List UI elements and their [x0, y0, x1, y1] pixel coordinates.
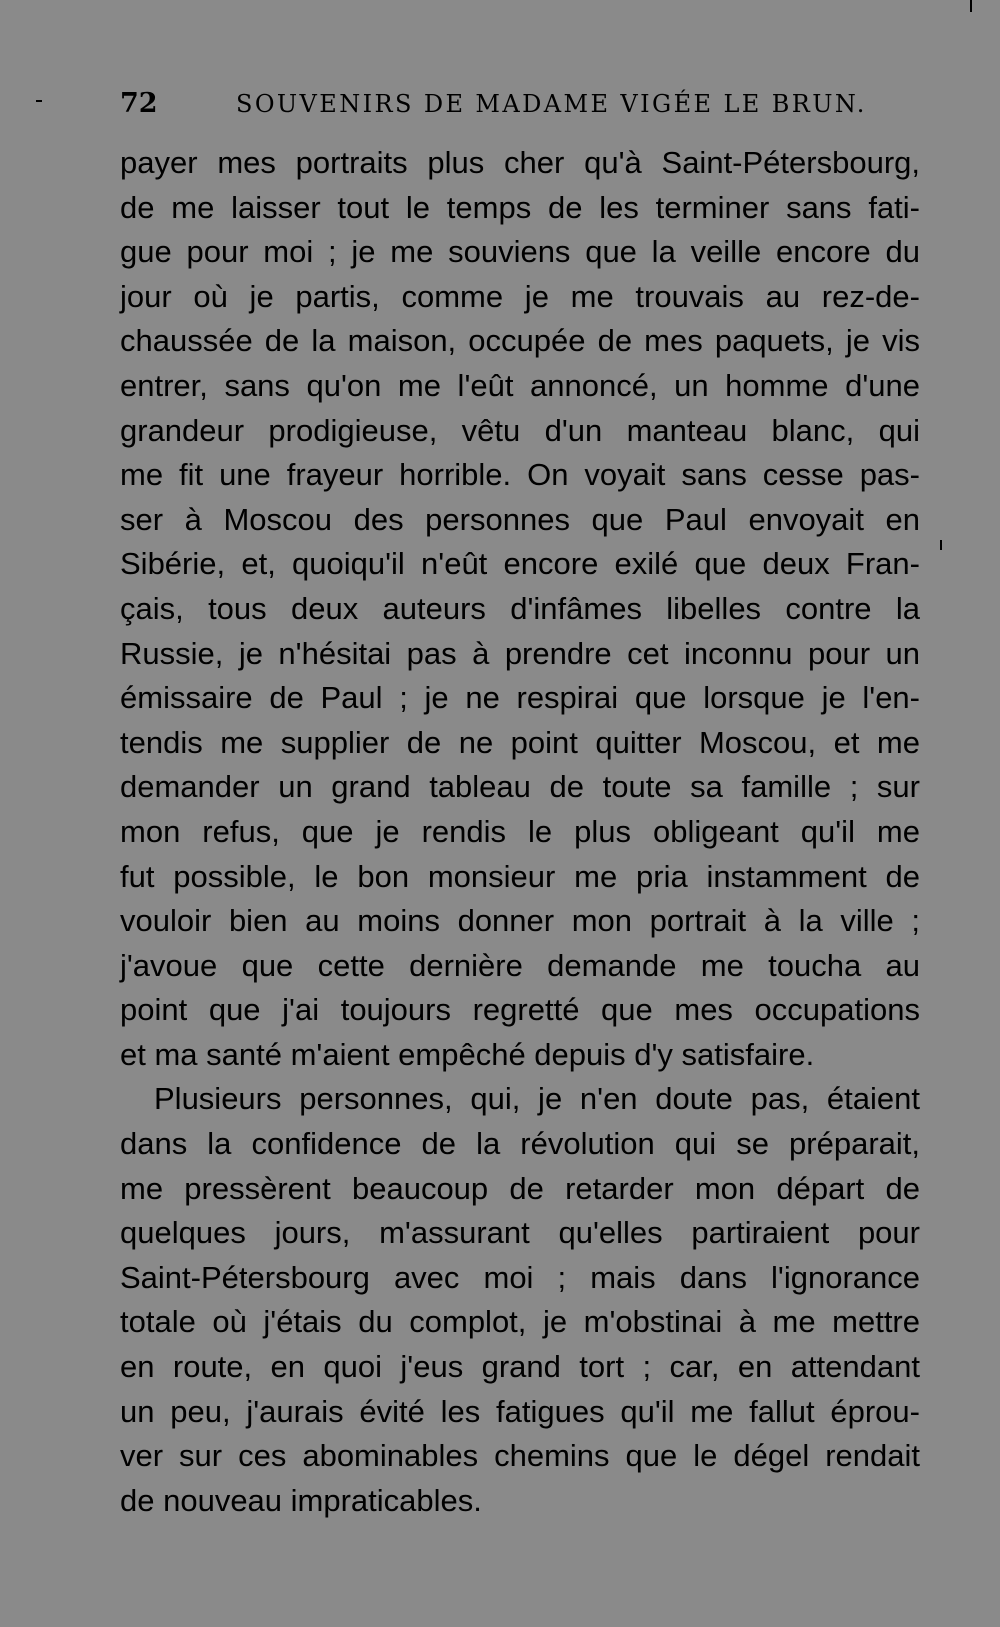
text-line: ver sur ces abominables chemins que le dégel rendait — [120, 1438, 920, 1474]
text-line: tendis me supplier de ne point quitter Moscou, et me — [120, 724, 920, 760]
text-line: vouloir bien au moins donner mon portrait à la ville ; — [120, 903, 920, 939]
text-line: un peu, j'aurais évité les fatigues qu'il me fallut éprou- — [120, 1393, 920, 1429]
text-line: Plusieurs personnes, qui, je n'en doute pas, étaient — [154, 1081, 920, 1117]
paragraph — [120, 141, 920, 1077]
text-line: et ma santé m'aient empêché depuis d'y satisfaire. — [120, 1036, 815, 1072]
text-line: me fit une frayeur horrible. On voyait sans cesse pas- — [120, 457, 920, 493]
margin-mark — [940, 540, 942, 550]
text-line: j'avoue que cette dernière demande me toucha au — [120, 947, 920, 983]
text-line: point que j'ai toujours regretté que mes occupations — [120, 992, 920, 1028]
text-line: demander un grand tableau de toute sa famille ; sur — [120, 769, 920, 805]
text-line: çais, tous deux auteurs d'infâmes libelles contre la — [120, 590, 920, 626]
text-line: Russie, je n'hésitai pas à prendre cet inconnu pour un — [120, 635, 920, 671]
text-line: mon refus, que je rendis le plus obligeant qu'il me — [120, 813, 920, 849]
text-line: entrer, sans qu'on me l'eût annoncé, un homme d'une — [120, 367, 920, 403]
paragraph — [120, 1077, 920, 1523]
text-line: fut possible, le bon monsieur me pria instamment de — [120, 858, 920, 894]
page-header — [120, 88, 920, 128]
text-line: chaussée de la maison, occupée de mes paquets, je vis — [120, 323, 920, 359]
text-line: émissaire de Paul ; je ne respirai que lorsque je l'en- — [120, 680, 920, 716]
text-line: jour où je partis, comme je me trouvais au rez-de- — [120, 278, 920, 314]
text-line: en route, en quoi j'eus grand tort ; car, en attendant — [120, 1349, 920, 1385]
text-line: gue pour moi ; je me souviens que la veille encore du — [120, 234, 920, 270]
text-line: de me laisser tout le temps de les terminer sans fati- — [120, 189, 920, 225]
page-number: 72 — [120, 88, 158, 119]
text-line: me pressèrent beaucoup de retarder mon départ de — [120, 1170, 920, 1206]
text-line: quelques jours, m'assurant qu'elles partiraient pour — [120, 1215, 920, 1251]
text-line: grandeur prodigieuse, vêtu d'un manteau blanc, qui — [120, 412, 920, 448]
text-line: ser à Moscou des personnes que Paul envoyait en — [120, 501, 920, 537]
text-line: Saint-Pétersbourg avec moi ; mais dans l'ignorance — [120, 1259, 920, 1295]
running-title: SOUVENIRS DE MADAME VIGÉE LE BRUN. — [236, 90, 867, 118]
text-line: Sibérie, et, quoiqu'il n'eût encore exilé que deux Fran- — [120, 546, 920, 582]
text-line: totale où j'étais du complot, je m'obstinai à me mettre — [120, 1304, 920, 1340]
margin-mark — [36, 100, 42, 102]
body-text — [120, 141, 920, 1523]
scan-artifact — [970, 0, 972, 12]
text-line: de nouveau impraticables. — [120, 1482, 482, 1518]
text-line: dans la confidence de la révolution qui se préparait, — [120, 1126, 920, 1162]
text-line: payer mes portraits plus cher qu'à Saint-Pétersbourg, — [120, 145, 920, 180]
